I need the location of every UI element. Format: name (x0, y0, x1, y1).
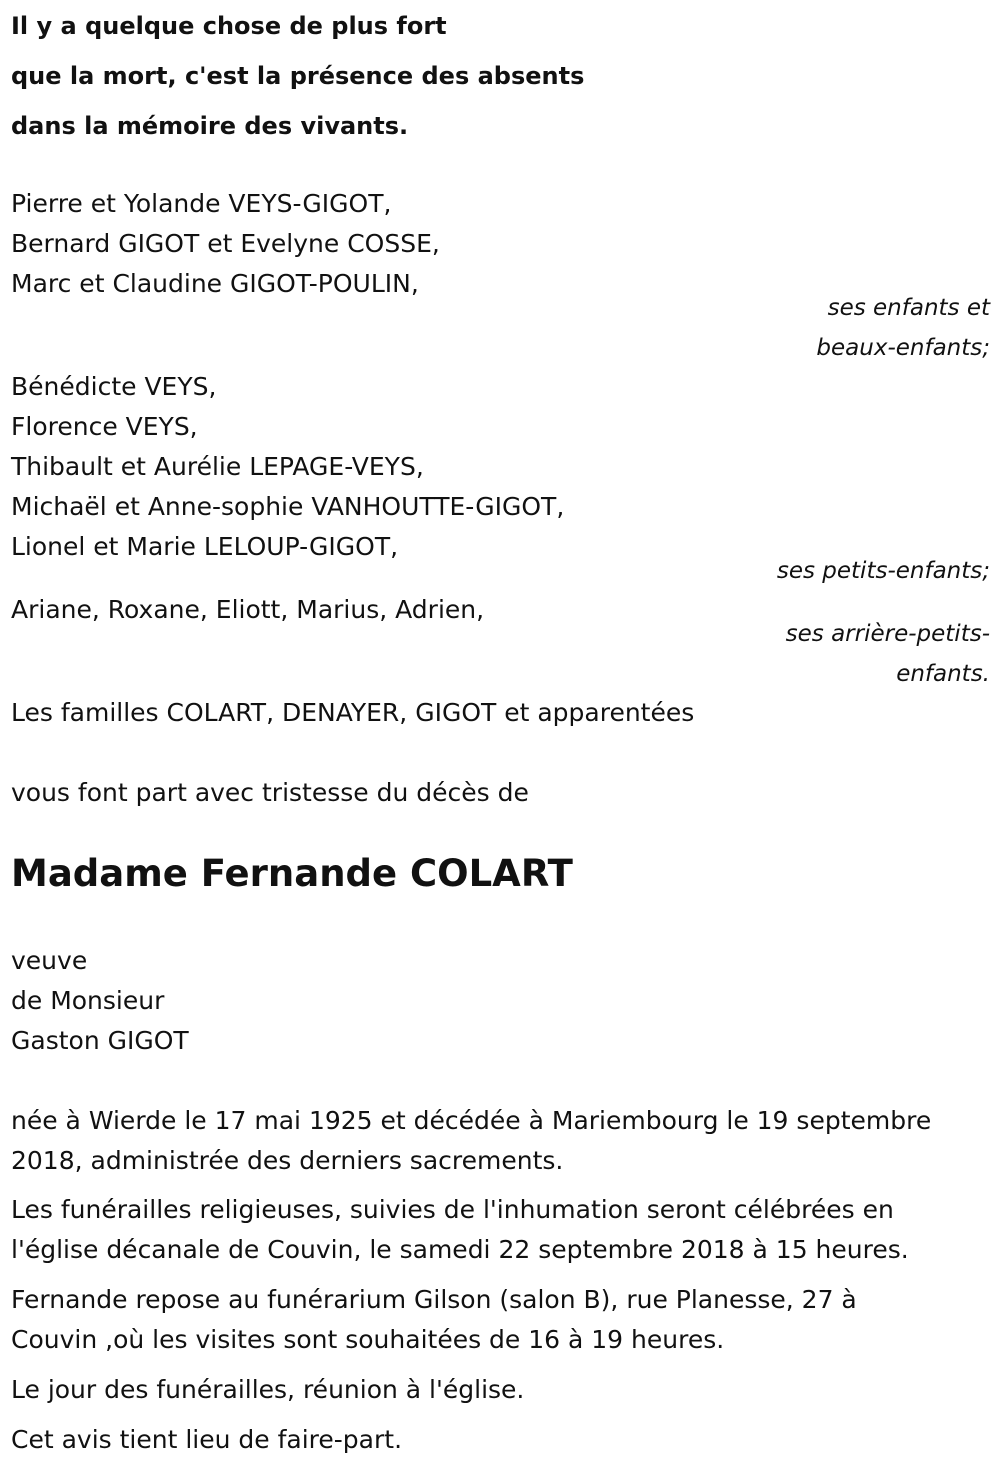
family-line: Lionel et Marie LELOUP-GIGOT, (11, 532, 399, 561)
deceased-name: Madame Fernande COLART (11, 852, 573, 895)
quote-line: Il y a quelque chose de plus fort (11, 12, 447, 40)
paragraph-line: Les funérailles religieuses, suivies de l'inhumation seront célébrées en (11, 1195, 894, 1224)
relation-label: ses arrière-petits- (785, 621, 990, 647)
widow-line: de Monsieur (11, 986, 165, 1015)
paragraph-line: Fernande repose au funérarium Gilson (salon B), rue Planesse, 27 à (11, 1285, 857, 1314)
family-line: Pierre et Yolande VEYS-GIGOT, (11, 189, 392, 218)
paragraph-line: née à Wierde le 17 mai 1925 et décédée à Mariembourg le 19 septembre (11, 1106, 932, 1135)
family-line: Thibault et Aurélie LEPAGE-VEYS, (11, 452, 424, 481)
relation-label: beaux-enfants; (816, 335, 990, 361)
paragraph-line: 2018, administrée des derniers sacrements. (11, 1146, 564, 1175)
announcement-line: vous font part avec tristesse du décès de (11, 778, 529, 807)
family-line: Bernard GIGOT et Evelyne COSSE, (11, 229, 440, 258)
widow-line: veuve (11, 946, 88, 975)
widow-line: Gaston GIGOT (11, 1026, 189, 1055)
paragraph-line: Le jour des funérailles, réunion à l'église. (11, 1375, 525, 1404)
family-line: Ariane, Roxane, Eliott, Marius, Adrien, (11, 595, 485, 624)
quote-line: dans la mémoire des vivants. (11, 112, 409, 140)
family-line: Marc et Claudine GIGOT-POULIN, (11, 269, 419, 298)
relation-label: ses enfants et (827, 295, 990, 321)
families-line: Les familles COLART, DENAYER, GIGOT et apparentées (11, 698, 695, 727)
paragraph-line: l'église décanale de Couvin, le samedi 22 septembre 2018 à 15 heures. (11, 1235, 909, 1264)
family-line: Florence VEYS, (11, 412, 198, 441)
relation-label: enfants. (896, 661, 990, 687)
paragraph-line: Cet avis tient lieu de faire-part. (11, 1425, 403, 1454)
paragraph-line: Couvin ,où les visites sont souhaitées de 16 à 19 heures. (11, 1325, 725, 1354)
family-line: Bénédicte VEYS, (11, 372, 217, 401)
family-line: Michaël et Anne-sophie VANHOUTTE-GIGOT, (11, 492, 565, 521)
relation-label: ses petits-enfants; (776, 558, 990, 584)
quote-line: que la mort, c'est la présence des absents (11, 62, 585, 90)
